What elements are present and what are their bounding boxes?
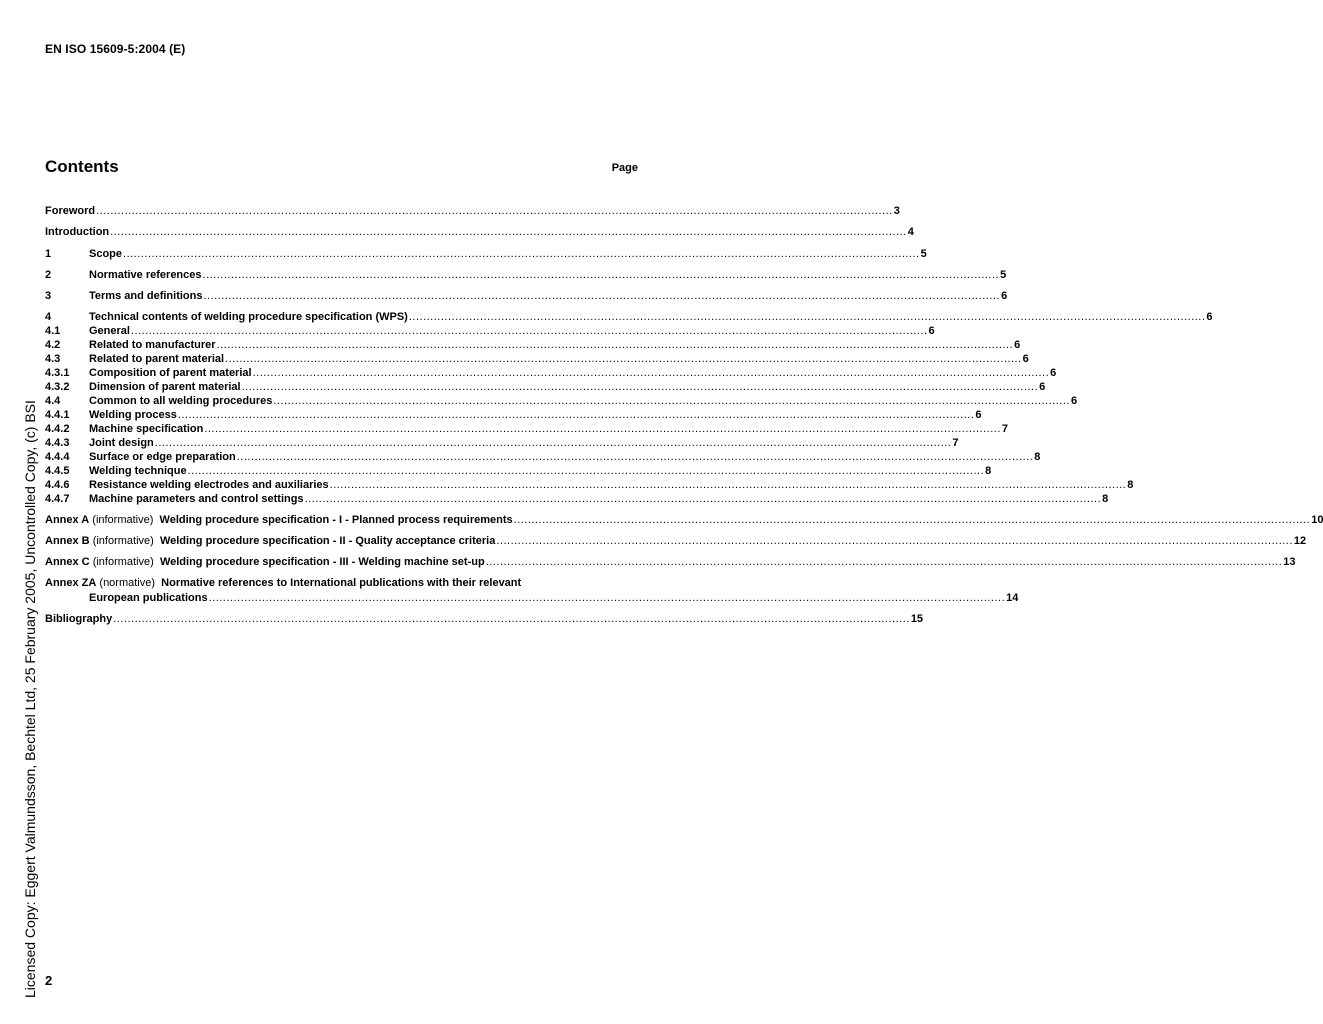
toc-page-number: 14 [1006,592,1019,604]
toc-entry-text: Common to all welding procedures [89,395,273,407]
toc-entry-surface-or-edge-preparation[interactable] [45,450,1041,464]
toc-entry-common-to-all-welding-procedures[interactable] [45,394,1078,408]
toc-entry-bibliography[interactable] [45,612,924,626]
toc-entry-text: Related to parent material [89,353,225,365]
leader-dots [242,380,1039,394]
toc-entry-annex-za-continued[interactable] [89,591,1019,605]
toc-section-number: 4.4.4 [45,451,70,463]
toc-entry-scope[interactable] [45,247,927,261]
toc-entry-annex-za[interactable] [45,576,639,590]
toc-page-number: 7 [952,437,959,449]
toc-entry-text: Related to manufacturer [89,339,216,351]
toc-entry-text: Terms and definitions [89,290,203,302]
leader-dots [204,422,1001,436]
leader-dots [131,324,928,338]
toc-page-number: 6 [1206,311,1213,323]
toc-entry-resistance-welding-electrodes[interactable] [45,478,1134,492]
toc-page-number: 7 [1001,423,1009,435]
toc-entry-composition-of-parent-material[interactable] [45,366,1057,380]
toc-entry-text: Introduction [45,226,110,238]
toc-page-number: 4 [907,226,914,238]
toc-entry-text: Normative references [89,269,202,281]
toc-entry-introduction[interactable] [45,225,914,239]
toc-section-number: 4.3.2 [45,381,70,393]
leader-dots [225,352,1022,366]
leader-dots [496,534,1293,548]
toc-entry-text: European publications [89,592,208,604]
toc-page-number: 6 [1039,381,1046,393]
leader-dots [96,204,893,218]
toc-entry-related-to-manufacturer[interactable] [45,338,1021,352]
leader-dots [203,289,1000,303]
annex-note: (normative) [99,577,156,589]
toc-page-number: 8 [1102,493,1109,505]
toc-section-number: 4.4.1 [45,409,70,421]
leader-dots [110,225,907,239]
leader-dots [330,478,1127,492]
toc-entry-machine-parameters[interactable] [45,492,1109,506]
toc-entry-text: Scope [89,248,123,260]
leader-dots [113,612,910,626]
toc-section-number: 4.3.1 [45,367,70,379]
toc-section-number: 4.4.7 [45,493,70,505]
toc-entry-foreword[interactable] [45,204,900,218]
toc-entry-text: Machine parameters and control settings [89,493,304,505]
toc-entry-annex-c[interactable] [45,555,1296,569]
toc-section-number: 4.4.3 [45,437,70,449]
document-header: EN ISO 15609-5:2004 (E) [45,42,186,56]
toc-entry-text: Welding procedure specification - III - Welding machine set-up [159,556,485,568]
toc-entry-text: Joint design [89,437,154,449]
toc-section-number: 4 [45,311,52,323]
leader-dots [217,338,1014,352]
toc-entry-text: Machine specification [89,423,204,435]
annex-label: Annex A (informative) [45,514,154,526]
leader-dots [514,513,1311,527]
toc-entry-normative-references[interactable] [45,268,1007,282]
toc-section-number: 4.2 [45,339,61,351]
leader-dots [123,247,920,261]
leader-dots [273,394,1070,408]
toc-page-number: 6 [1022,353,1029,365]
toc-entry-joint-design[interactable] [45,436,959,450]
toc-page-number: 8 [1034,451,1041,463]
toc-entry-general[interactable] [45,324,935,338]
toc-page-number: 12 [1293,535,1307,547]
leader-dots [253,366,1050,380]
toc-entry-text: Technical contents of welding procedure specification (WPS) [89,311,408,323]
leader-dots [409,310,1206,324]
contents-title: Contents [45,157,119,176]
toc-entry-text: Normative references to International publications with their relevant [161,577,522,589]
annex-label: Annex ZA (normative) [45,577,156,589]
toc-section-number: 3 [45,290,52,302]
page-column-label: Page [611,162,638,174]
toc-entry-dimension-of-parent-material[interactable] [45,380,1046,394]
toc-page-number: 10 [1311,514,1323,526]
annex-note: (informative) [92,535,154,547]
toc-page-number: 6 [1014,339,1021,351]
toc-entry-text: Welding procedure specification - I - Planned process requirements [159,514,513,526]
license-notice: Licensed Copy: Eggert Valmundsson, Bechtel Ltd, 25 February 2005, Uncontrolled Copy, (c) BSI [22,400,38,998]
toc-section-number: 4.3 [45,353,61,365]
toc-section-number: 4.4 [45,395,61,407]
annex-note: (informative) [92,556,154,568]
toc-entry-welding-process[interactable] [45,408,982,422]
toc-page-number: 6 [928,325,935,337]
annex-label: Annex B (informative) [45,535,154,547]
toc-section-number: 2 [45,269,52,281]
toc-section-number: 1 [45,248,52,260]
toc-entry-machine-specification[interactable] [45,422,1009,436]
toc-entry-related-to-parent-material[interactable] [45,352,1029,366]
leader-dots [155,436,952,450]
toc-entry-text: Surface or edge preparation [89,451,236,463]
toc-page-number: 6 [975,409,982,421]
toc-page-number: 5 [920,248,927,260]
toc-page-number: 13 [1283,556,1296,568]
toc-entry-text: Dimension of parent material [89,381,241,393]
toc-page-number: 15 [910,613,924,625]
toc-entry-text: Welding procedure specification - II - Quality acceptance criteria [159,535,496,547]
toc-page-number: 6 [1050,367,1057,379]
toc-entry-technical-contents[interactable] [45,310,1213,324]
toc-entry-terms-and-definitions[interactable] [45,289,1008,303]
toc-section-number: 4.4.5 [45,465,70,477]
toc-entry-text: Welding technique [89,465,187,477]
leader-dots [188,464,985,478]
toc-page-number: 8 [985,465,992,477]
toc-page-number: 3 [893,205,900,217]
toc-page-number: 6 [1001,290,1008,302]
toc-entry-welding-technique[interactable] [45,464,992,478]
toc-entry-text: General [89,325,130,337]
toc-entry-text: Composition of parent material [89,367,252,379]
leader-dots [178,408,975,422]
toc-entry-text: Resistance welding electrodes and auxiliaries [89,479,329,491]
toc-page-number: 8 [1127,479,1134,491]
toc-entry-annex-a[interactable] [45,513,1323,527]
toc-page-number: 6 [1070,395,1078,407]
annex-note: (informative) [92,514,154,526]
leader-dots [209,591,1006,605]
annex-label: Annex C (informative) [45,556,154,568]
leader-dots [305,492,1102,506]
toc-section-number: 4.1 [45,325,61,337]
leader-dots [486,555,1283,569]
page-number: 2 [45,973,53,988]
toc-section-number: 4.4.2 [45,423,70,435]
toc-entry-annex-b[interactable] [45,534,1307,548]
toc-entry-text: Foreword [45,205,96,217]
toc-entry-text: Welding process [89,409,177,421]
toc-section-number: 4.4.6 [45,479,70,491]
leader-dots [237,450,1034,464]
toc-entry-text: Bibliography [45,613,113,625]
leader-dots [203,268,1000,282]
toc-page-number: 5 [1000,269,1007,281]
